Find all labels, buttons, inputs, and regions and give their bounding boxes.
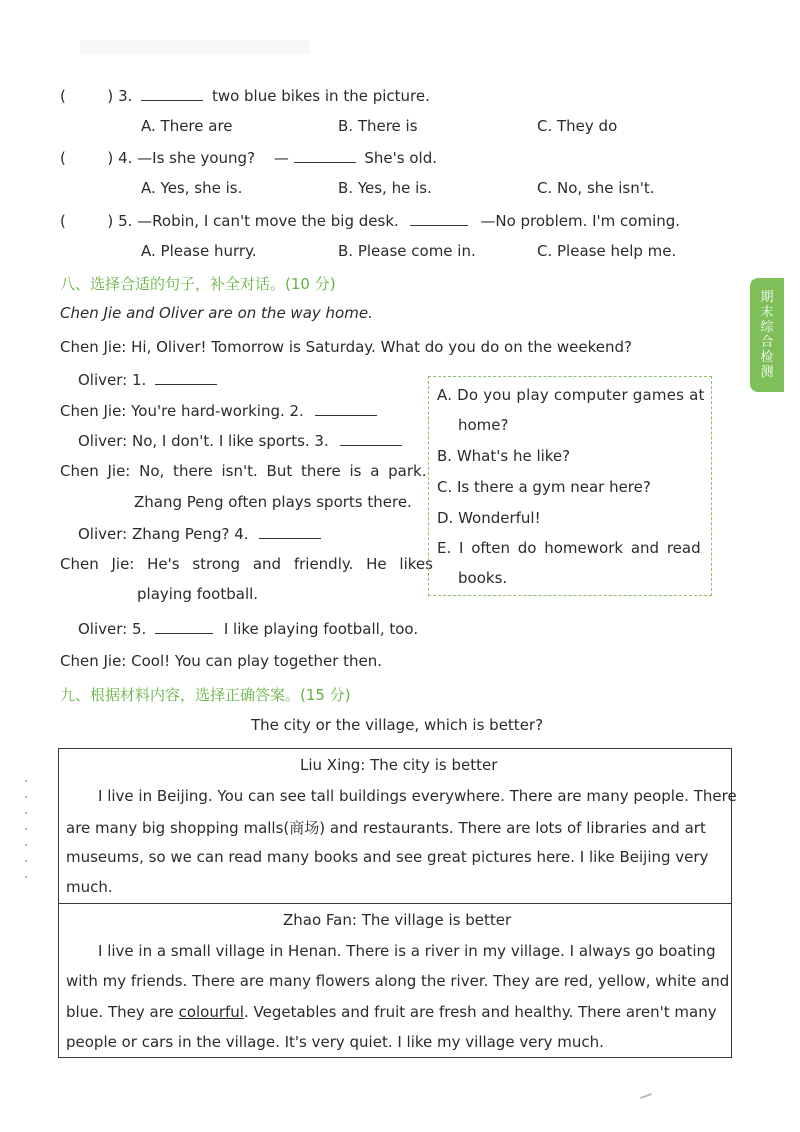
side-tab-char: 综: [760, 320, 774, 335]
underlined-word: colourful: [178, 1003, 244, 1021]
question-stem: —Is she young?: [137, 149, 256, 167]
dialogue-line: [78, 370, 217, 389]
question-number: 4.: [118, 149, 133, 167]
dialogue-line: Chen Jie: Hi, Oliver! Tomorrow is Saturday. What do you do on the weekend?: [60, 338, 632, 356]
dialogue-line: Chen Jie: No, there isn't. But there is a park.: [60, 462, 427, 480]
question-stem: two blue bikes in the picture.: [211, 87, 430, 105]
question-stem: —Robin, I can't move the big desk.: [137, 212, 399, 230]
option-line: E. I often do homework and read: [437, 539, 701, 557]
dialogue-text: Oliver: Zhang Peng? 4.: [78, 525, 249, 543]
dialogue-text: Oliver: 5.: [78, 620, 147, 638]
option-c: C. Please help me.: [537, 242, 677, 260]
side-tab-char: 测: [760, 365, 774, 380]
option-line: B. What's he like?: [437, 447, 571, 465]
passage-line: much.: [66, 878, 113, 896]
fill-blank[interactable]: [340, 431, 402, 446]
passage-text: blue.: [66, 1003, 104, 1021]
question-number: 5.: [118, 212, 133, 230]
dialogue-line: [78, 524, 321, 543]
passage-line: I live in a small village in Henan. There is a river in my village. I always go boating: [98, 942, 716, 960]
dialogue-line: playing football.: [137, 585, 259, 603]
dialogue-text: I like playing football, too.: [223, 620, 419, 638]
passage-2-title: Zhao Fan: The village is better: [283, 911, 512, 929]
side-tab-char: 末: [760, 305, 774, 320]
question-number: 3.: [118, 87, 133, 105]
answer-paren-close: ): [107, 212, 114, 230]
fill-blank[interactable]: [294, 148, 356, 163]
option-b: B. Yes, he is.: [338, 179, 432, 197]
fill-blank[interactable]: [155, 619, 213, 634]
section-8-heading: 八、选择合适的句子，补全对话。(10 分): [60, 275, 336, 293]
dialogue-text: Oliver: No, I don't. I like sports. 3.: [78, 432, 329, 450]
passage-text: . Vegetables and fruit are fresh and healthy. There aren't many: [243, 1003, 717, 1021]
answer-paren-open: (: [60, 87, 66, 105]
option-a: A. Please hurry.: [141, 242, 257, 260]
fill-blank[interactable]: [315, 401, 377, 416]
answer-paren-open: (: [60, 212, 66, 230]
question-stem: —No problem. I'm coming.: [480, 212, 681, 230]
answer-paren-close: ): [107, 149, 114, 167]
dialogue-line: [78, 619, 418, 638]
option-c: C. No, she isn't.: [537, 179, 655, 197]
option-line: books.: [458, 569, 508, 587]
passage-line: are many big shopping malls(商场) and restaurants. There are lots of libraries and art: [66, 819, 706, 837]
answer-paren-close: ): [107, 87, 114, 105]
question-3: [60, 86, 430, 105]
dialogue-text: Oliver: 1.: [78, 371, 147, 389]
dialogue-scene: Chen Jie and Oliver are on the way home.: [60, 304, 373, 322]
dialogue-line: Chen Jie: He's strong and friendly. He likes: [60, 555, 433, 573]
reading-title: The city or the village, which is better?: [251, 716, 544, 734]
answer-paren-open: (: [60, 149, 66, 167]
scan-mark: [640, 1093, 652, 1099]
question-4: [60, 148, 437, 167]
option-c: C. They do: [537, 117, 618, 135]
binding-dots: [25, 780, 29, 892]
option-line: A. Do you play computer games at: [437, 386, 705, 404]
fill-blank[interactable]: [155, 370, 217, 385]
dialogue-line: Chen Jie: Cool! You can play together then.: [60, 652, 383, 670]
passage-line: people or cars in the village. It's very quiet. I like my village very much.: [66, 1033, 604, 1051]
section-9-heading: 九、根据材料内容，选择正确答案。(15 分): [60, 686, 351, 704]
dash: —: [273, 149, 289, 167]
side-tab-char: 期: [760, 290, 774, 305]
passage-line: museums, so we can read many books and see great pictures here. I like Beijing very: [66, 848, 709, 866]
side-tab: [750, 278, 784, 392]
dialogue-text: Chen Jie: You're hard-working. 2.: [60, 402, 304, 420]
option-b: B. There is: [338, 117, 418, 135]
dialogue-line: [78, 431, 402, 450]
dialogue-line: Zhang Peng often plays sports there.: [134, 493, 412, 511]
question-5: [60, 211, 680, 230]
passage-text: They are: [107, 1003, 174, 1021]
passage-line: I live in Beijing. You can see tall buildings everywhere. There are many people. There: [98, 787, 737, 805]
fill-blank[interactable]: [410, 211, 468, 226]
option-a: A. There are: [141, 117, 233, 135]
option-line: D. Wonderful!: [437, 509, 541, 527]
side-tab-char: 合: [760, 335, 774, 350]
passage-line: with my friends. There are many flowers along the river. They are red, yellow, white and: [66, 972, 730, 990]
question-stem: She's old.: [364, 149, 437, 167]
scan-smudge: [80, 40, 310, 54]
fill-blank[interactable]: [141, 86, 203, 101]
dialogue-line: [60, 401, 377, 420]
passage-line: [66, 1003, 717, 1021]
option-line: C. Is there a gym near here?: [437, 478, 651, 496]
fill-blank[interactable]: [259, 524, 321, 539]
option-a: A. Yes, she is.: [141, 179, 243, 197]
passage-divider: [59, 903, 731, 904]
option-line: home?: [458, 416, 509, 434]
passage-1-title: Liu Xing: The city is better: [300, 756, 498, 774]
side-tab-char: 检: [760, 350, 774, 365]
option-b: B. Please come in.: [338, 242, 476, 260]
